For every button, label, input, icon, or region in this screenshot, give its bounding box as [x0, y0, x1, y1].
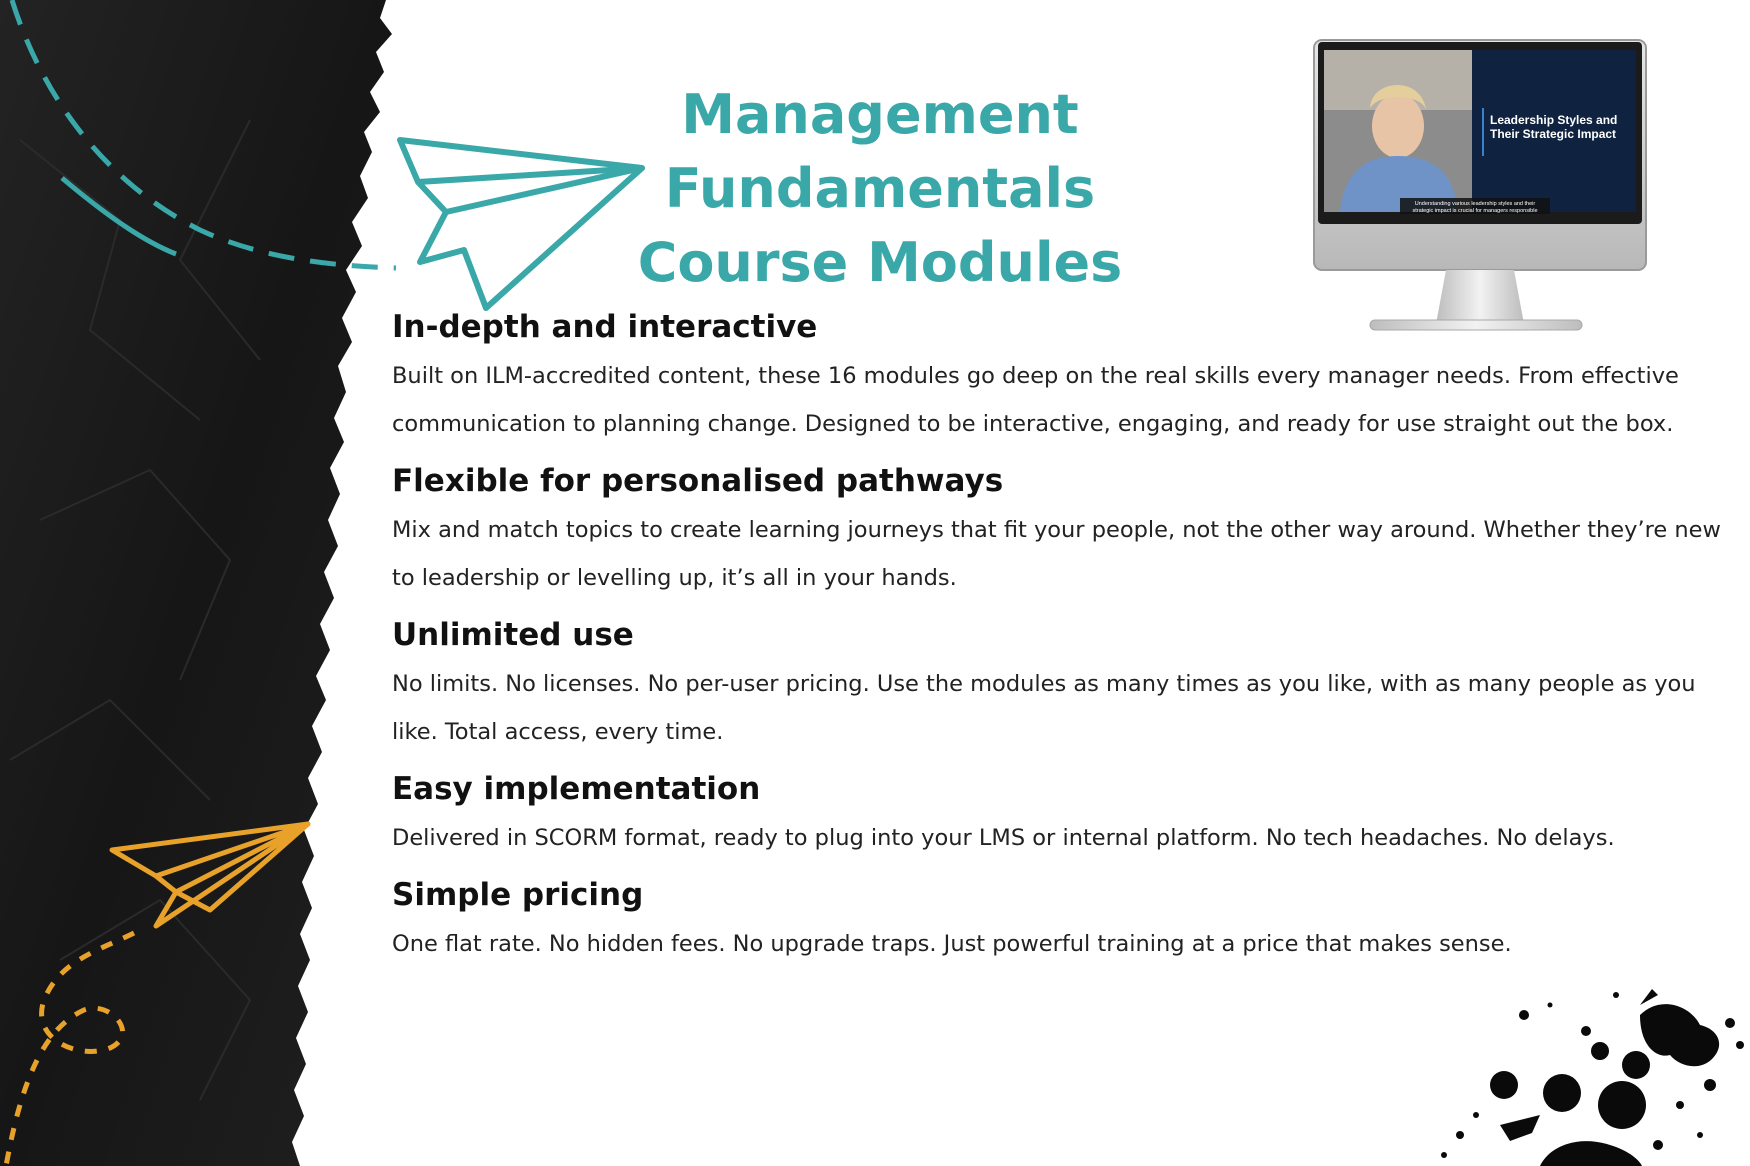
section-heading: Flexible for personalised pathways [392, 463, 1004, 499]
ink-splatter [1400, 975, 1750, 1166]
section-heading: Simple pricing [392, 877, 644, 913]
title-line-1: Management Fundamentals [664, 83, 1096, 220]
section-easy-implementation [392, 764, 1737, 862]
section-flexible [392, 456, 1737, 602]
slide-title-line-2: Their Strategic Impact [1490, 127, 1617, 141]
section-body: Mix and match topics to create learning journeys that fit your people, not the other way around. Whether they’re new to leadership or levelling up, it’s all in your hands. [392, 517, 1721, 591]
video-caption-line-1: Understanding various leadership styles and their [1414, 201, 1536, 207]
section-body: Delivered in SCORM format, ready to plug into your LMS or internal platform. No tech headaches. No delays. [392, 825, 1615, 851]
section-heading: Easy implementation [392, 771, 761, 807]
section-body: No limits. No licenses. No per-user pricing. Use the modules as many times as you like, with as many people as you like. Total access, every time. [392, 671, 1696, 745]
section-heading: In-depth and interactive [392, 309, 818, 345]
video-caption-line-2: strategic impact is crucial for managers responsible [1412, 208, 1538, 214]
section-body: One flat rate. No hidden fees. No upgrade traps. Just powerful training at a price that makes sense. [392, 931, 1512, 957]
title-line-2: Course Modules [637, 231, 1123, 294]
monitor-icon [1310, 38, 1650, 338]
section-body: Built on ILM-accredited content, these 16 modules go deep on the real skills every manager needs. From effective communication to planning change. Designed to be interactive, engaging, and ready for use straight out the box. [392, 363, 1679, 437]
torn-paper-background [0, 0, 400, 1166]
section-heading: Unlimited use [392, 617, 634, 653]
paper-plane-orange-icon [108, 820, 313, 930]
section-in-depth [392, 302, 1737, 448]
section-unlimited-use [392, 610, 1737, 756]
section-simple-pricing [392, 870, 1737, 968]
slide-title-line-1: Leadership Styles and [1490, 113, 1618, 127]
feature-list [392, 302, 1737, 976]
page-title [470, 78, 1290, 300]
